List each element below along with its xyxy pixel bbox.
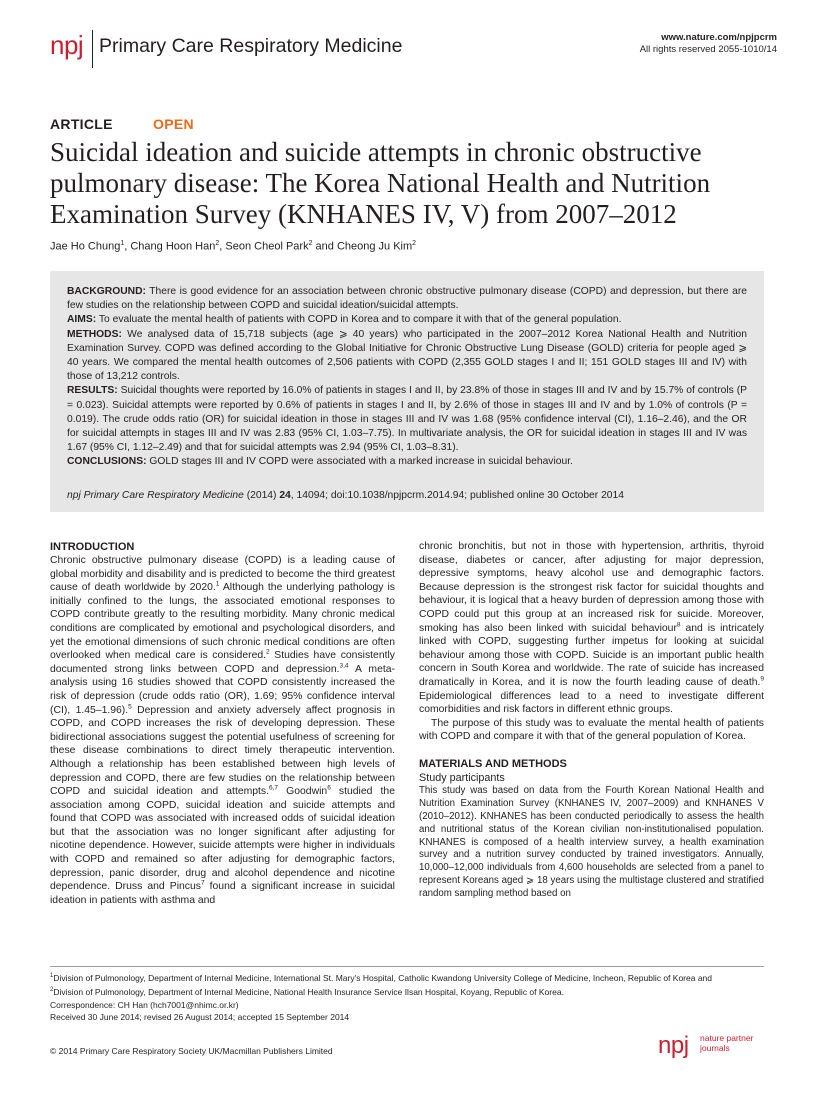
author-affiliation: 2 [215,240,220,247]
partner-line: journals [700,1042,730,1053]
abstract-label: BACKGROUND: [67,286,146,297]
affiliation-text: Division of Pulmonology, Department of Internal Medicine, National Health Insurance Service Ilsan Hospital, Koyang, Republic of Korea. [53,987,564,998]
citation-line [67,490,624,501]
abstract-label: METHODS: [67,328,122,340]
author-name[interactable]: Jae Ho Chung [50,240,121,253]
body-text: Although the underlying pathology is initially confined to the lungs, the associated emotional responses to COPD contribute greatly to the resulting morbidity. Many chronic medical conditions are complicated by emotional and psychological disorders, and yet the emotional dimensions of such chronic medical conditions are often overlooked when medical care is considered. [50,582,395,662]
citation-text: (2014) [243,490,280,501]
reference-link[interactable]: 6 [327,784,331,792]
rights-statement: All rights reserved 2055-1010/14 [639,44,777,55]
body-text: A meta-analysis using 16 studies showed that COPD consistently increased the risk of depression (crude odds ratio (OR), 1.69; 95% confidence interval (CI), 1.45–1.96). [50,663,395,716]
partner-line: nature partner [700,1033,754,1043]
correspondence[interactable]: Correspondence: CH Han (hch7001@nhimc.or.kr) [50,999,239,1010]
author-name[interactable]: Seon Cheol Park [225,240,309,253]
intro-paragraph-continued [419,540,764,717]
journal-name: Primary Care Respiratory Medicine [99,35,403,57]
affiliation-2 [50,984,764,998]
abstract-text [67,285,747,470]
affiliation-text: Division of Pulmonology, Department of Internal Medicine, International St. Mary's Hospital, Catholic Kwandong University College of Medicine, Incheon, Republic of Korea and [53,972,713,983]
reference-link[interactable]: 8 [676,621,681,629]
abstract-body: Suicidal thoughts were reported by 16.0% of patients in stages I and II, by 23.8% of those in stages III and IV and by 15.7% of controls (P = 0.023). Suicidal attempts were reported by 0.6% of patients in stages I and II, by 2.6% of those in stages III and IV and by 1.0% of controls (P = 0.019). The crude odds ratio (OR) for suicidal ideation in those in stages III and IV was 1.68 (95% confidence interval (CI), 1.16–2.46), and the OR for suicidal attempts in stages III and IV was 2.83 (95% CI, 1.03–7.75). In multivariate analysis, the OR for suicidal ideation in stages III and IV was 1.67 (95% CI, 1.12–2.49) and that for suicidal attempts was 2.94 (95% CI, 1.03–8.31). [67,385,747,454]
reference-link[interactable]: 7 [200,879,205,887]
section-spacer [419,744,764,757]
body-text: and is intricately linked with COPD, suggesting further impetus for looking at suicidal behaviour among those with COPD. Suicide is an important public health concern in South Korea and worldwide. The rate of suicide has increased dramatically in Korea, and it is now the fourth leading cause of death. [419,622,765,688]
abstract-background [67,285,747,313]
abstract-label: AIMS: [67,314,97,326]
participants-paragraph: This study was based on data from the Fourth Korean National Health and Nutrition Examination Survey (KNHANES IV, 2007–2009) and KNHANES V (2010–2012). KNHANES has been conducted periodically to assess the health and nutritional status of the Korean civilian non-institutionalised population. KNHANES is composed of a health interview survey, a health examination survey and a nutrition survey conducted by trained investigators. Annually, 10,000–12,000 individuals from 4,600 households are selected from a panel to represent Koreans aged ⩾ 18 years using the multistage clustered and stratified random sampling method based on [419,784,764,900]
author-affiliation: 2 [412,240,417,247]
received-dates: Received 30 June 2014; revised 26 August 2014; accepted 15 September 2014 [50,1012,350,1023]
affiliation-1 [50,970,764,984]
abstract-conclusions [67,455,747,469]
body-text: Goodwin [278,786,328,798]
body-text: Epidemiological differences lead to a need to investigate different comorbidities and risk factors in different ethnic groups. [419,690,764,716]
subsection-heading-participants: Study participants [419,771,505,784]
author-name[interactable]: Cheong Ju Kim [336,240,413,253]
author-separator: , [124,240,131,253]
abstract-aims [67,313,747,327]
reference-link[interactable]: 9 [760,675,764,683]
reference-link[interactable]: 2 [266,648,270,656]
footnote-rule [50,966,764,967]
author-affiliation: 1 [120,240,125,247]
reference-link[interactable]: 1 [215,580,220,588]
section-heading-introduction: INTRODUCTION [50,541,135,553]
abstract-box [50,271,764,512]
reference-link[interactable]: 3,4 [339,662,349,670]
affiliation-marker: 1 [50,973,54,979]
body-text: Depression and anxiety adversely affect prognosis in COPD, and COPD increases the risk of developing depression. These bidirectional associations suggest the potential usefulness of screening for these disease combinations to direct timely therapeutic intervention. Although a relationship has been established between high levels of depression and COPD, there are few studies on the relationship between COPD and suicidal ideation and attempts. [50,704,395,798]
author-list [50,240,416,253]
body-text: studied the association among COPD, suicidal ideation and suicide attempts and found that COPD was associated with increased odds of suicidal ideation but that the association was no longer significant after adjusting for nicotine dependence. However, suicide attempts were higher in individuals with COPD and remained so after adjusting for demographic factors, depression, panic disorder, drug and alcohol dependence and nicotine dependence. Druss and Pincus [50,786,395,893]
open-access-label: OPEN [153,116,194,132]
section-heading-methods: MATERIALS AND METHODS [419,757,567,770]
abstract-label: RESULTS: [67,385,118,397]
purpose-paragraph: The purpose of this study was to evaluate the mental health of patients with COPD and compare it with that of the general population of Korea. [419,717,764,743]
citation-doi[interactable]: , 14094; doi:10.1038/npjpcrm.2014.94; published online 30 October 2014 [290,490,624,501]
copyright: © 2014 Primary Care Respiratory Society UK/Macmillan Publishers Limited [50,1046,333,1056]
npj-logo: npj [50,30,84,60]
author-name[interactable]: Chang Hoon Han [130,240,216,253]
abstract-methods [67,328,747,385]
journal-url[interactable]: www.nature.com/npjpcrm [661,32,777,43]
author-separator: and [312,240,337,253]
author-separator: , [219,240,226,253]
affiliation-marker: 2 [50,987,54,994]
body-column-right [419,540,764,901]
abstract-body: To evaluate the mental health of patients with COPD in Korea and to compare it with that of the general population. [98,314,622,326]
reference-link[interactable]: 6,7 [269,784,279,792]
article-type-label: ARTICLE [50,116,113,132]
abstract-body: GOLD stages III and IV COPD were associated with a marked increase in suicidal behaviour. [149,456,573,468]
body-text: chronic bronchitis, but not in those with hypertension, arthritis, thyroid disease, diabetes or cancer, after adjusting for major depression, depressive symptoms, heavy alcohol use and demographic factors. Because depression is the strongest risk factor for suicidal thoughts and behaviour, it is logical that a heavy burden of depression among those with COPD could put this group at an increased risk for suicide. Moreover, smoking has also been linked with suicidal behaviour [419,541,764,634]
abstract-results [67,384,747,455]
npj-footer-logo: npj [658,1032,689,1059]
abstract-body: We analysed data of 15,718 subjects (age ⩾ 40 years) who participated in the 2007–2012 Korea National Health and Nutrition Examination Survey. COPD was defined according to the Global Initiative for Chronic Obstructive Lung Disease (GOLD) criteria for people aged ⩾ 40 years. We compared the mental health outcomes of 2,506 patients with COPD (2,355 GOLD stages I and II; 151 GOLD stages III and IV) with those of 13,212 controls. [67,328,747,383]
body-column-left [50,540,395,907]
author-affiliation: 2 [308,240,313,247]
body-text: found a significant increase in suicidal ideation in patients with asthma and [50,881,395,906]
intro-paragraph [50,554,395,907]
body-text: Studies have consistently documented strong links between COPD and depression. [50,650,395,675]
reference-link[interactable]: 5 [128,703,132,711]
citation-volume: 24 [279,490,291,501]
header-meta [640,32,777,56]
header-divider [92,30,93,68]
citation-journal: npj Primary Care Respiratory Medicine [67,490,244,501]
body-text: Chronic obstructive pulmonary disease (COPD) is a leading cause of global morbidity and disability and is predicted to become the third greatest cause of death worldwide by 2020. [50,555,395,594]
nature-partner-journals-logo [700,1034,753,1053]
footnotes [50,970,764,1024]
article-title: Suicidal ideation and suicide attempts in chronic obstructive pulmonary disease: The Korea National Health and Nutrition Examination Survey (KNHANES IV, V) from 2007–2012 [50,137,711,229]
abstract-body: There is good evidence for an association between chronic obstructive pulmonary disease (COPD) and depression, but there are few studies on the relationship between COPD and suicidal ideation/suicidal attempts. [67,286,747,312]
abstract-label: CONCLUSIONS: [67,456,147,468]
